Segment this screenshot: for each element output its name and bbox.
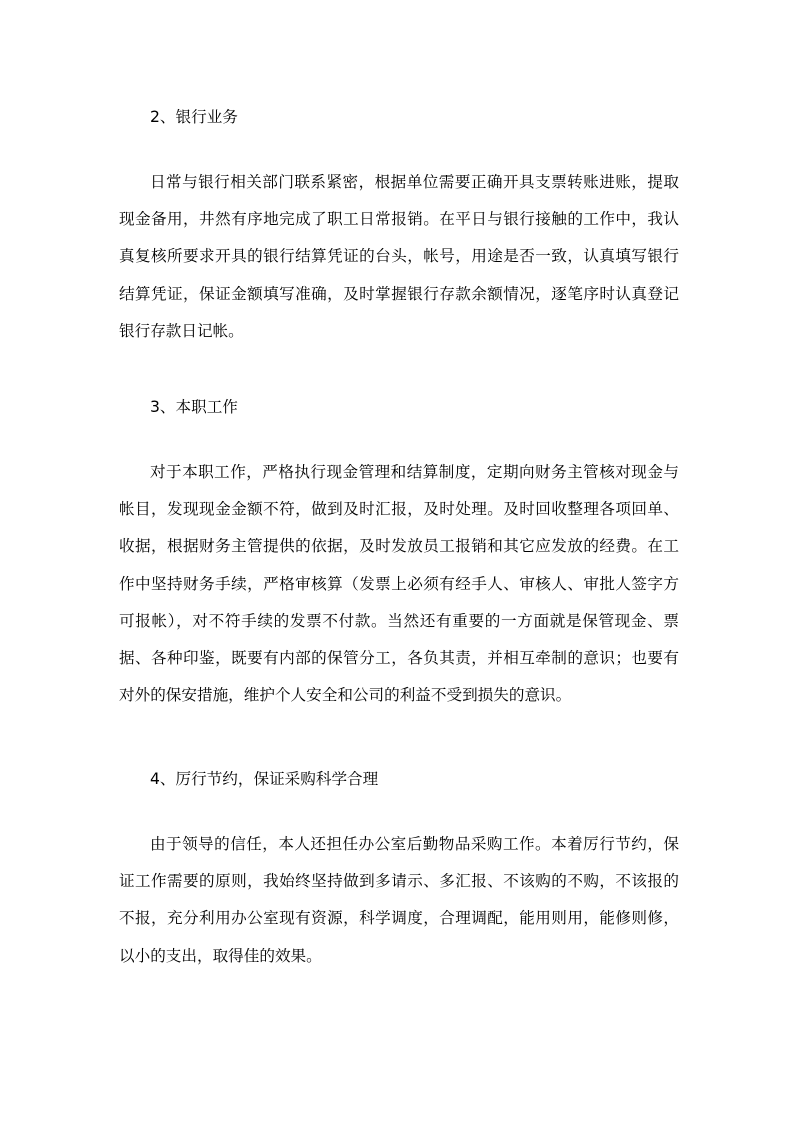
paragraph-line: 对于本职工作，严格执行现金管理和结算制度，定期向财务主管核对现金与 bbox=[150, 463, 679, 481]
paragraph-line: 据、各种印鉴，既要有内部的保管分工，各负其责，并相互牵制的意识；也要有 bbox=[119, 648, 679, 667]
paragraph-line: 银行存款日记帐。 bbox=[119, 321, 244, 340]
paragraph-line: 真复核所要求开具的银行结算凭证的台头，帐号，用途是否一致，认真填写银行 bbox=[119, 247, 679, 266]
paragraph-bank-business bbox=[119, 164, 679, 350]
paragraph-line: 不报，充分利用办公室现有资源，科学调度，合理调配，能用则用，能修则修， bbox=[119, 909, 679, 928]
paragraph-line: 对外的保安措施，维护个人安全和公司的利益不受到损失的意识。 bbox=[119, 686, 572, 705]
paragraph-line: 收据，根据财务主管提供的依据，及时发放员工报销和其它应发放的经费。在工 bbox=[119, 537, 679, 556]
paragraph-line: 作中坚持财务手续，严格审核算（发票上必须有经手人、审核人、审批人签字方 bbox=[119, 574, 679, 593]
paragraph-line: 可报帐），对不符手续的发票不付款。当然还有重要的一方面就是保管现金、票 bbox=[119, 611, 679, 630]
section-heading-duties: 3、本职工作 bbox=[150, 398, 238, 416]
paragraph-line: 证工作需要的原则，我始终坚持做到多请示、多汇报、不该购的不购，不该报的 bbox=[119, 872, 679, 891]
paragraph-line: 现金备用，井然有序地完成了职工日常报销。在平日与银行接触的工作中，我认 bbox=[119, 210, 679, 229]
paragraph-procurement bbox=[119, 826, 679, 975]
paragraph-duties bbox=[119, 454, 679, 714]
paragraph-line: 结算凭证，保证金额填写准确，及时掌握银行存款余额情况，逐笔序时认真登记 bbox=[119, 284, 679, 303]
paragraph-line: 日常与银行相关部门联系紧密，根据单位需要正确开具支票转账进账，提取 bbox=[150, 173, 679, 191]
paragraph-line: 由于领导的信任，本人还担任办公室后勤物品采购工作。本着厉行节约，保 bbox=[150, 835, 679, 853]
paragraph-line: 以小的支出，取得佳的效果。 bbox=[119, 946, 322, 965]
section-heading-bank-business: 2、银行业务 bbox=[150, 108, 238, 126]
section-heading-procurement: 4、厉行节约，保证采购科学合理 bbox=[150, 770, 379, 788]
paragraph-line: 帐目，发现现金金额不符，做到及时汇报，及时处理。及时回收整理各项回单、 bbox=[119, 500, 679, 519]
